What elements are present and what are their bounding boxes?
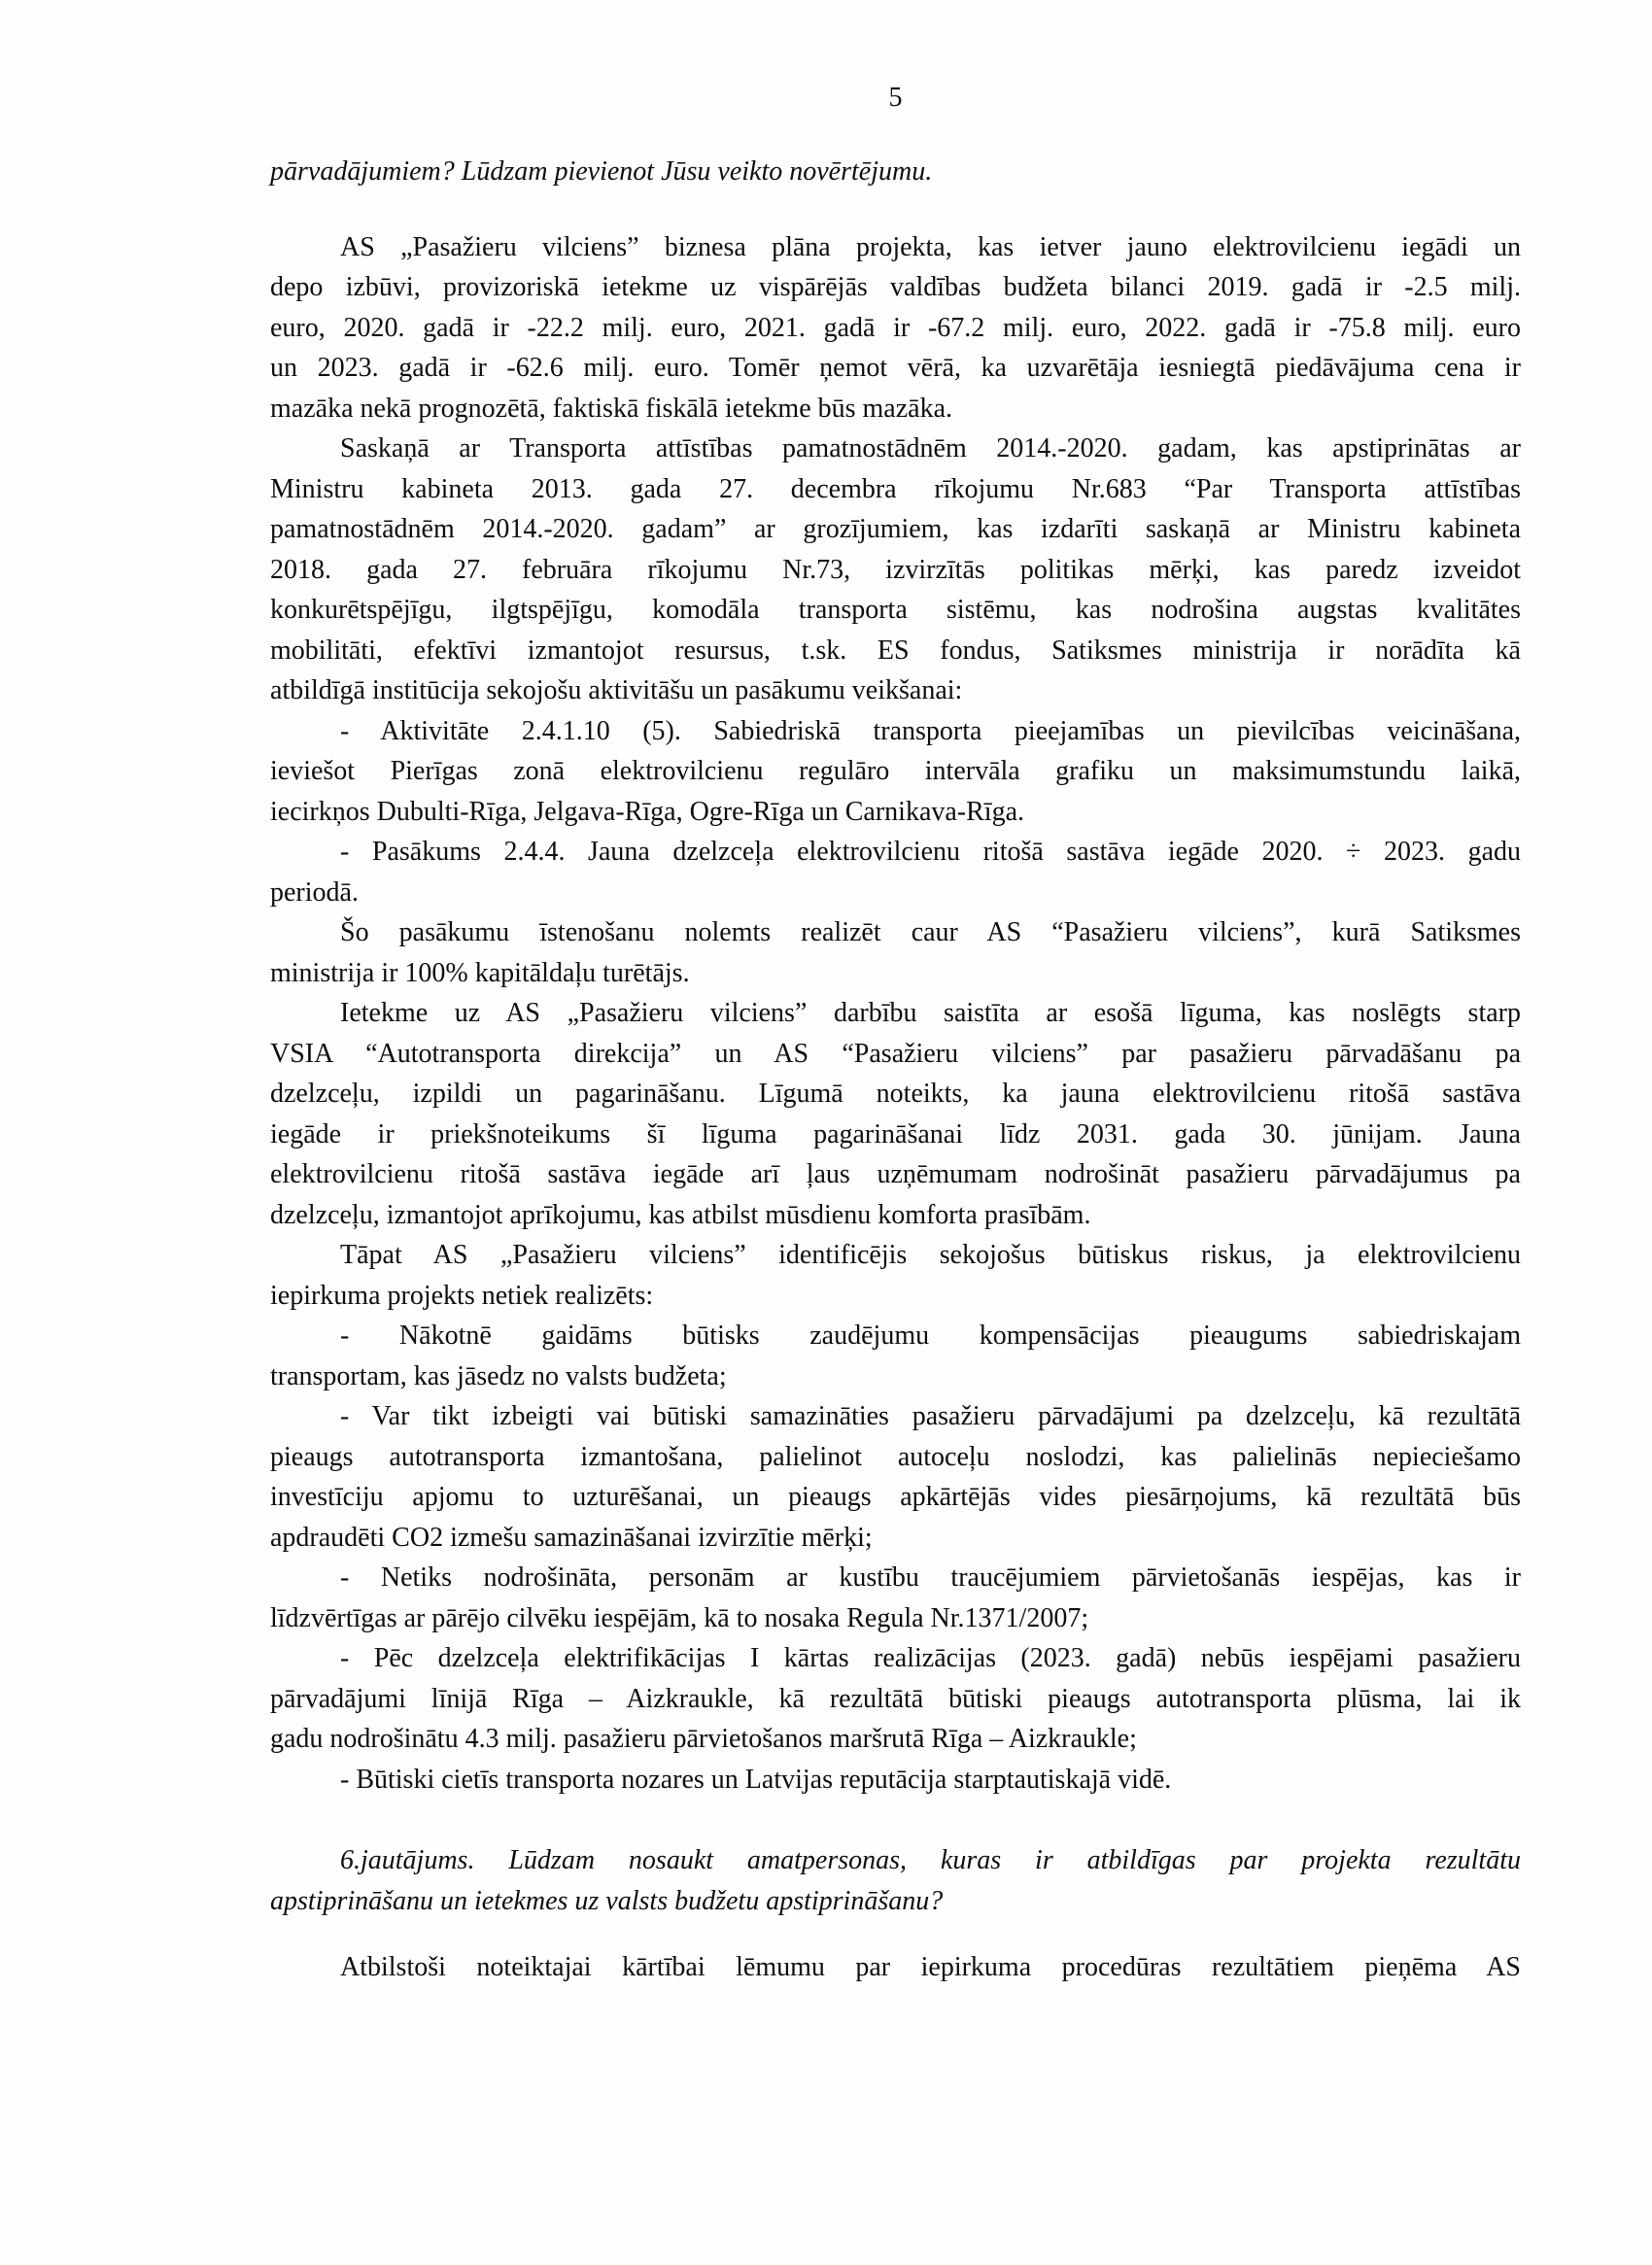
text-line: pamatnostādnēm 2014.-2020. gadam” ar grozījumiem, kas izdarīti saskaņā ar Ministru kabineta <box>270 514 1521 544</box>
risk-mobility-item <box>270 1558 1521 1638</box>
text-line: pārvadājumi līnijā Rīga – Aizkraukle, kā rezultātā būtiski pieaugs autotransporta plūsma, lai ik <box>270 1683 1521 1714</box>
page-number: 5 <box>888 83 903 113</box>
text-line: - Nākotnē gaidāms būtisks zaudējumu kompensācijas pieaugums sabiedriskajam <box>340 1321 1521 1351</box>
text-line: VSIA “Autotransporta direkcija” un AS “Pasažieru vilciens” par pasažieru pārvadāšanu pa <box>270 1038 1521 1069</box>
risk-reputation-item <box>270 1760 1521 1801</box>
text-line: Šo pasākumu īstenošanu nolemts realizēt caur AS “Pasažieru vilciens”, kurā Satiksmes <box>340 917 1521 947</box>
risks-intro-paragraph <box>270 1235 1521 1316</box>
text-line: atbildīgā institūcija sekojošu aktivitāšu un pasākumu veikšanai: <box>270 675 963 705</box>
text-line: gadu nodrošinātu 4.3 milj. pasažieru pārvietošanos maršrutā Rīga – Aizkraukle; <box>270 1724 1137 1754</box>
transport-guidelines-paragraph <box>270 429 1521 711</box>
text-line: - Pēc dzelzceļa elektrifikācijas I kārtas realizācijas (2023. gadā) nebūs iespējami pasažieru <box>340 1643 1521 1673</box>
answer-6-start-paragraph <box>270 1947 1521 1988</box>
risk-rail-decline-item <box>270 1396 1521 1558</box>
text-line: Tāpat AS „Pasažieru vilciens” identificējis sekojošus būtiskus riskus, ja elektrovilcienu <box>340 1240 1521 1270</box>
text-line: transportam, kas jāsedz no valsts budžeta; <box>270 1360 727 1391</box>
text-line: konkurētspējīgu, ilgtspējīgu, komodāla transporta sistēmu, kas nodrošina augstas kvalitātes <box>270 595 1521 625</box>
text-line: euro, 2020. gadā ir -22.2 milj. euro, 2021. gadā ir -67.2 milj. euro, 2022. gadā ir -75.8 milj. euro <box>270 312 1521 343</box>
text-line: Ministru kabineta 2013. gada 27. decembra rīkojumu Nr.683 “Par Transporta attīstības <box>270 473 1521 504</box>
text-line: ministrija ir 100% kapitāldaļu turētājs. <box>270 957 690 988</box>
text-line: Ietekme uz AS „Pasažieru vilciens” darbību saistīta ar esošā līguma, kas noslēgts starp <box>340 998 1521 1028</box>
text-line: apstiprināšanu un ietekmes uz valsts budžetu apstiprināšanu? <box>270 1885 944 1916</box>
risk-electrification-item <box>270 1638 1521 1760</box>
text-line: un 2023. gadā ir -62.6 milj. euro. Tomēr ņemot vērā, ka uzvarētāja iesniegtā piedāvājuma cena ir <box>270 353 1521 383</box>
text-line: - Būtiski cietīs transporta nozares un Latvijas reputācija starptautiskajā vidē. <box>340 1764 1172 1795</box>
text-line: depo izbūvi, provizoriskā ietekme uz vispārējās valdības budžeta bilanci 2019. gadā ir -2.5 milj. <box>270 272 1521 302</box>
text-line: mazāka nekā prognozētā, faktiskā fiskālā ietekme būs mazāka. <box>270 393 953 424</box>
text-line: pārvadājumiem? Lūdzam pievienot Jūsu veikto novērtējumu. <box>270 156 933 187</box>
text-line: Saskaņā ar Transporta attīstības pamatnostādnēm 2014.-2020. gadam, kas apstiprinātas ar <box>340 433 1521 463</box>
text-line: dzelzceļu, izmantojot aprīkojumu, kas atbilst mūsdienu komforta prasībām. <box>270 1199 1091 1230</box>
text-line: - Pasākums 2.4.4. Jauna dzelzceļa elektrovilcienu ritošā sastāva iegāde 2020. ÷ 2023. gadu <box>340 837 1521 867</box>
text-line: - Netiks nodrošināta, personām ar kustību traucējumiem pārvietošanās iespējas, kas ir <box>340 1562 1521 1593</box>
text-line: ieviešot Pierīgas zonā elektrovilcienu regulāro intervāla grafiku un maksimumstundu laikā, <box>270 756 1521 786</box>
text-line: līdzvērtīgas ar pārējo cilvēku iespējām, kā to nosaka Regula Nr.1371/2007; <box>270 1602 1089 1633</box>
text-line: pieaugs autotransporta izmantošana, palielinot autoceļu noslodzi, kas palielinās nepieciešamo <box>270 1441 1521 1472</box>
text-line: iegāde ir priekšnoteikums šī līguma pagarināšanai līdz 2031. gada 30. jūnijam. Jauna <box>270 1118 1521 1150</box>
text-line: periodā. <box>270 876 359 908</box>
measure-2-4-4-item <box>270 832 1521 912</box>
question-5-fragment <box>270 152 1521 192</box>
question-6-heading <box>270 1840 1521 1921</box>
text-line: 6.jautājums. Lūdzam nosaukt amatpersonas, kuras ir atbildīgas par projekta rezultātu <box>340 1845 1521 1875</box>
text-line: AS „Pasažieru vilciens” biznesa plāna projekta, kas ietver jauno elektrovilcienu iegādi un <box>340 231 1521 262</box>
document-body <box>270 152 1521 1988</box>
fiscal-impact-paragraph <box>270 227 1521 429</box>
text-line: apdraudēti CO2 izmešu samazināšanai izvirzītie mērķi; <box>270 1522 873 1553</box>
risk-compensation-item <box>270 1316 1521 1396</box>
text-line: - Aktivitāte 2.4.1.10 (5). Sabiedriskā transporta pieejamības un pievilcības veicināšana, <box>340 715 1521 746</box>
text-line: Atbilstoši noteiktajai kārtībai lēmumu par iepirkuma procedūras rezultātiem pieņēma AS <box>340 1952 1521 1982</box>
text-line: investīciju apjomu to uzturēšanai, un pieaugs apkārtējās vides piesārņojums, kā rezultātā būs <box>270 1482 1521 1512</box>
text-line: - Var tikt izbeigti vai būtiski samazināties pasažieru pārvadājumi pa dzelzceļu, kā rezultātā <box>340 1401 1521 1431</box>
text-line: iecirkņos Dubulti-Rīga, Jelgava-Rīga, Ogre-Rīga un Carnikava-Rīga. <box>270 796 1025 827</box>
text-line: mobilitāti, efektīvi izmantojot resursus, t.sk. ES fondus, Satiksmes ministrija ir norādīta kā <box>270 635 1521 666</box>
text-line: dzelzceļu, izpildi un pagarināšanu. Līgumā noteikts, ka jauna elektrovilcienu ritošā sastāva <box>270 1079 1521 1109</box>
text-line: elektrovilcienu ritošā sastāva iegāde arī ļaus uzņēmumam nodrošināt pasažieru pārvadājumus pa <box>270 1159 1521 1189</box>
activity-2-4-1-10-item <box>270 711 1521 833</box>
text-line: 2018. gada 27. februāra rīkojumu Nr.73, izvirzītās politikas mērķi, kas paredz izveidot <box>270 554 1521 585</box>
implementation-paragraph <box>270 912 1521 993</box>
contract-impact-paragraph <box>270 993 1521 1235</box>
text-line: iepirkuma projekts netiek realizēts: <box>270 1280 654 1311</box>
